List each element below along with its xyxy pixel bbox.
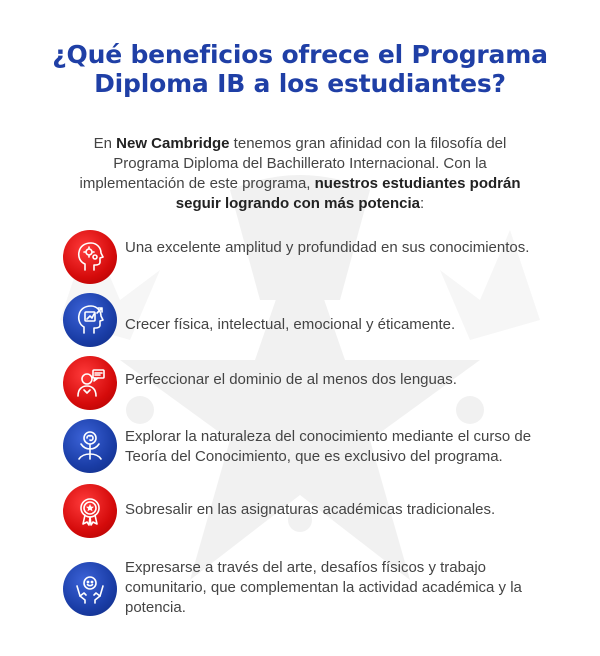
intro-paragraph <box>60 134 540 214</box>
brain-tree-icon <box>63 419 117 473</box>
head-growth-icon <box>63 293 117 347</box>
speaking-person-icon <box>63 356 117 410</box>
benefit-text: Explorar la naturaleza del conocimiento mediante el curso de Teoría del Conocimiento, que es exclusivo del programa. <box>125 428 532 465</box>
intro-text-2: tenemos gran afinidad con la filosofía del Programa Diploma del Bachillerato Internacional. Con la implementación de este programa, <box>79 135 507 192</box>
intro-text-3: : <box>420 195 425 212</box>
benefit-item <box>63 559 573 622</box>
benefit-item <box>63 484 573 544</box>
brand-name: New Cambridge <box>116 135 230 152</box>
benefit-item <box>63 356 573 416</box>
hands-smile-icon <box>63 562 117 616</box>
benefit-text: Expresarse a través del arte, desafíos físicos y trabajo comunitario, que complementan la actividad académica y la potencia. <box>125 559 522 616</box>
intro-text-1: En <box>93 135 117 152</box>
benefit-item <box>63 230 573 290</box>
page-title <box>0 40 600 98</box>
benefit-text: Perfeccionar el dominio de al menos dos lenguas. <box>125 371 457 388</box>
intro-emphasis: nuestros estudiantes podrán seguir logrando con más potencia <box>175 175 521 212</box>
benefit-text: Una excelente amplitud y profundidad en sus conocimientos. <box>125 239 530 256</box>
award-badge-icon <box>63 484 117 538</box>
benefit-text: Sobresalir en las asignaturas académicas tradicionales. <box>125 501 496 518</box>
benefit-text: Crecer física, intelectual, emocional y éticamente. <box>125 316 456 333</box>
head-gears-icon <box>63 230 117 284</box>
title-line-2: Diploma IB a los estudiantes? <box>94 69 506 98</box>
title-line-1: ¿Qué beneficios ofrece el Programa <box>52 40 548 69</box>
benefit-item <box>63 293 573 353</box>
benefit-item <box>63 419 573 479</box>
